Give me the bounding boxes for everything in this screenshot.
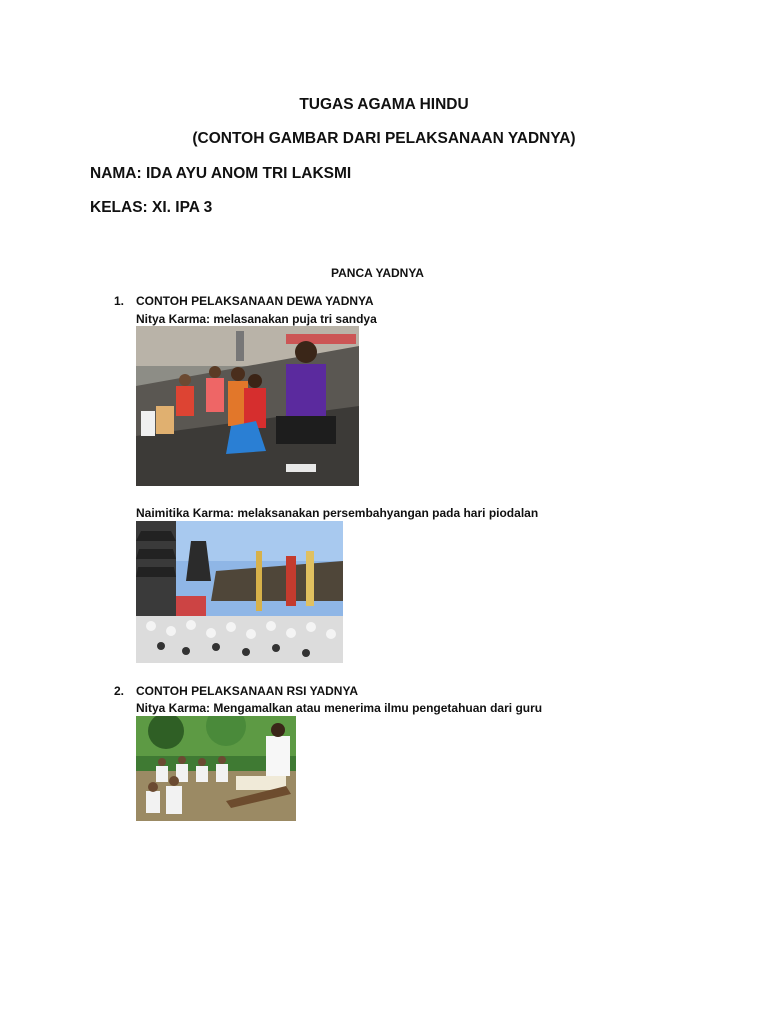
item-number: 1. (114, 294, 125, 308)
photo-piodalan-ceremony (136, 521, 343, 663)
item-heading: CONTOH PELAKSANAAN DEWA YADNYA (136, 294, 374, 308)
photo-learning-from-teacher (136, 716, 296, 821)
section-title: PANCA YADNYA (331, 266, 424, 280)
photo-puja-tri-sandya (136, 326, 359, 486)
document-subtitle: (CONTOH GAMBAR DARI PELAKSANAAN YADNYA) (192, 130, 576, 147)
item-caption: Nitya Karma: Mengamalkan atau menerima ilmu pengetahuan dari guru (136, 701, 543, 715)
item-caption: Naimitika Karma: melaksanakan persembahyangan pada hari piodalan (136, 506, 539, 520)
item-caption: Nitya Karma: melasanakan puja tri sandya (136, 312, 377, 326)
document-title: TUGAS AGAMA HINDU (299, 96, 469, 113)
student-class: KELAS: XI. IPA 3 (90, 199, 213, 216)
item-heading: CONTOH PELAKSANAAN RSI YADNYA (136, 684, 359, 698)
student-name: NAMA: IDA AYU ANOM TRI LAKSMI (90, 165, 352, 182)
item-number: 2. (114, 684, 125, 698)
